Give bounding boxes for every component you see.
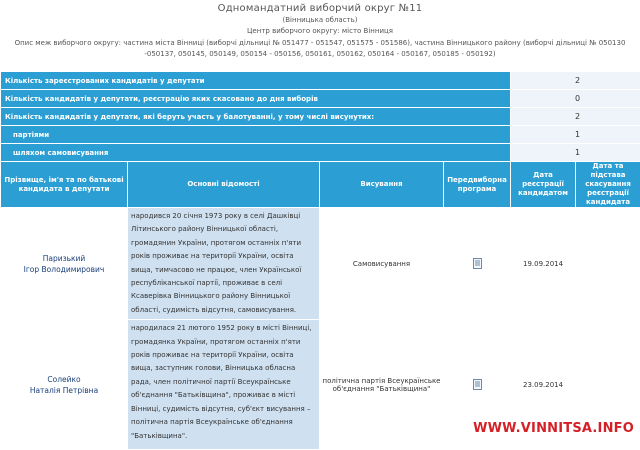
column-header-nomination: Висування [320,162,444,208]
column-header-cancel: Дата та підстава скасування реєстрації кандидата [576,162,640,208]
candidate-surname: Паризький [1,253,127,264]
candidate-surname: Солейко [1,374,127,385]
candidate-info: народилася 21 лютого 1952 року в місті Вінниці, громадянка України, протягом останніх п'яти років проживає на території України, освіта вища, заступник голови, Вінницька обласна рада, член політичної партії Всеукраїнське об'єднання "Батьківщина", проживає в місті Вінниці, судимість відсутня, суб'єкт висування – політична партія Всеукраїнське об'єднання "Батьківщина". [128,320,320,450]
candidate-reg-date: 23.09.2014 [511,320,576,450]
summary-value: 2 [511,72,640,90]
summary-row-parties [1,126,640,144]
candidate-given-name: Ігор Володимирович [1,264,127,275]
candidate-name [1,208,128,320]
summary-value: 1 [511,126,640,144]
summary-label: партіями [1,126,511,144]
district-region: (Вінницька область) [0,16,640,24]
summary-row-cancelled [1,90,640,108]
candidate-reg-date: 19.09.2014 [511,208,576,320]
summary-label: шляхом самовисування [1,144,511,162]
document-icon[interactable] [473,258,482,269]
column-header-name: Прізвище, ім'я та по батькові кандидата в депутати [1,162,128,208]
district-title: Одномандатний виборчий округ №11 [0,3,640,14]
column-header-reg-date: Дата реєстрації кандидатом [511,162,576,208]
table-header-row [1,162,640,208]
page-header [0,3,640,60]
site-watermark: WWW.VINNITSA.INFO [473,421,634,436]
column-header-program: Передвиборна програма [444,162,511,208]
table-row [1,208,640,320]
candidate-name [1,320,128,450]
summary-value: 1 [511,144,640,162]
candidate-program [444,208,511,320]
summary-row-participating [1,108,640,126]
district-boundaries: Опис меж виборчого округу: частина міста Вінниці (виборчі дільниці № 051477 - 051547, 051575 - 051586), частина Вінницького району (виборчі дільниці № 050130 -050137, 050145, 050149, 050154 - 050156, 050161, 050162, 050164 - 050167, 050185 - 050192) [0,38,640,60]
summary-label: Кількість кандидатів у депутати, які беруть участь у балотуванні, у тому числі висунутих: [1,108,511,126]
summary-row-registered [1,72,640,90]
candidate-nomination: політична партія Всеукраїнське об'єднання "Батьківщина" [320,320,444,450]
summary-row-self-nomination [1,144,640,162]
candidate-given-name: Наталія Петрівна [1,385,127,396]
column-header-info: Основні відомості [128,162,320,208]
candidate-cancel [576,208,640,320]
summary-label: Кількість кандидатів у депутати, реєстрацію яких скасовано до дня виборів [1,90,511,108]
summary-value: 2 [511,108,640,126]
candidate-info: народився 20 січня 1973 року в селі Дашківці Літинського району Вінницької області, громадянин України, протягом останніх п'яти років проживає на території України, освіта вища, тимчасово не працює, член Української республіканської партії, проживає в селі Ксаверівка Вінницького району Вінницької області, судимість відсутня, самовисування. [128,208,320,320]
document-icon[interactable] [473,379,482,390]
summary-value: 0 [511,90,640,108]
district-center: Центр виборчого округу: місто Вінниця [0,27,640,35]
candidates-table [0,71,640,450]
candidate-nomination: Самовисування [320,208,444,320]
summary-label: Кількість зареєстрованих кандидатів у депутати [1,72,511,90]
